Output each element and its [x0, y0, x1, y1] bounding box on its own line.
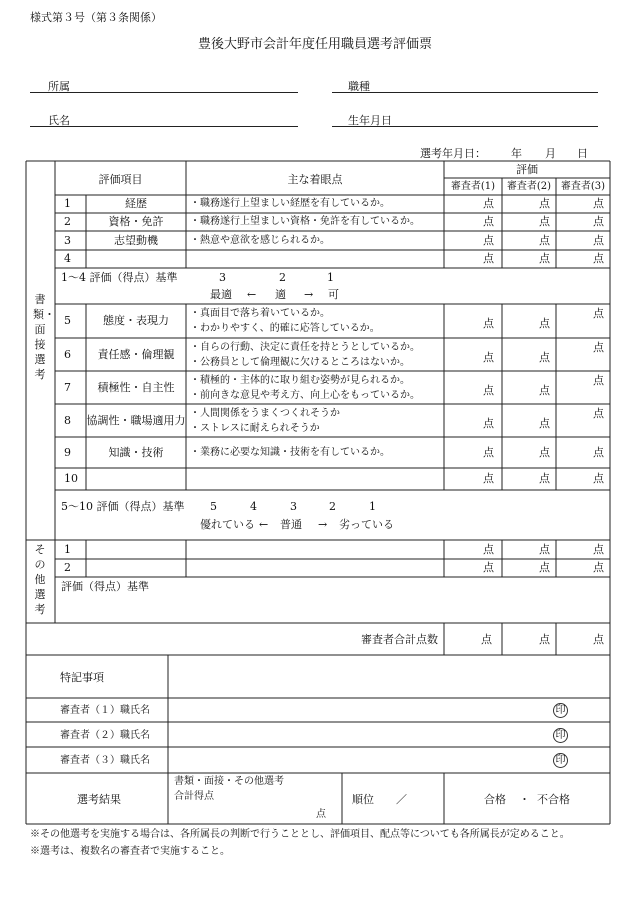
row-point: ・熱意や意欲を感じられるか。	[190, 235, 330, 246]
criteria1-level: 最適	[210, 288, 232, 301]
reviewer3-score-cell[interactable]: 点	[593, 234, 604, 247]
row-item: 協調性・職場適用力	[86, 414, 186, 427]
row-item: 志望動機	[114, 234, 158, 247]
reviewer3-score-cell[interactable]: 点	[593, 472, 604, 485]
fail-option[interactable]: 不合格	[537, 793, 570, 806]
row-number: 6	[64, 348, 71, 361]
reviewer1-name-label: 審査者（１）職氏名	[60, 705, 150, 716]
reviewer2-header: 審査者(2)	[506, 181, 552, 192]
row-point: ・前向きな意見や考え方、向上心をもっているか。	[190, 390, 420, 401]
criteria1-arrow: →	[304, 288, 314, 301]
row-number: 9	[64, 446, 71, 459]
reviewer1-score-cell[interactable]: 点	[483, 384, 494, 397]
reviewer3-score-cell[interactable]: 点	[593, 252, 604, 265]
page-title: 豊後大野市会計年度任用職員選考評価票	[197, 37, 432, 52]
pass-option[interactable]: 合格	[484, 793, 506, 806]
reviewer1-score-cell[interactable]: 点	[483, 234, 494, 247]
criteria1-arrow: ←	[247, 288, 257, 301]
row-item: 責任感・倫理観	[97, 348, 175, 361]
criteria2-score: 4	[250, 500, 257, 513]
reviewer1-score-cell[interactable]: 点	[483, 351, 494, 364]
name-label: 氏名	[48, 114, 70, 127]
reviewer2-score-cell[interactable]: 点	[539, 543, 550, 556]
row-number: 2	[64, 215, 71, 228]
pass-fail-separator: ・	[519, 793, 530, 806]
result-total-label: 合計得点	[174, 791, 214, 802]
reviewer1-score-cell[interactable]: 点	[483, 446, 494, 459]
reviewer3-header: 審査者(3)	[560, 181, 606, 192]
reviewer3-seal-icon: 印	[553, 753, 568, 768]
reviewer1-score-cell[interactable]: 点	[483, 215, 494, 228]
criteria3-label: 評価（得点）基準	[61, 580, 149, 593]
row-item: 態度・表現力	[103, 314, 169, 327]
result-subtitle: 書類・面接・その他選考	[174, 776, 284, 787]
rank-separator[interactable]: ／	[396, 793, 407, 806]
criteria1-level: 可	[328, 288, 339, 301]
reviewer2-seal-icon: 印	[553, 728, 568, 743]
reviewer1-score-cell[interactable]: 点	[483, 317, 494, 330]
note-line: ※その他選考を実施する場合は、各所属長の判断で行うこととし、評価項目、配点等についても各所属長が定めること。	[30, 829, 570, 840]
reviewer2-score-cell[interactable]: 点	[539, 351, 550, 364]
row-number: 3	[64, 234, 71, 247]
reviewer3-score-cell[interactable]: 点	[593, 446, 604, 459]
reviewer1-header: 審査者(1)	[450, 181, 496, 192]
reviewer3-name-field[interactable]	[169, 748, 539, 772]
row-point: ・人間関係をうまくつくれそうか	[190, 408, 340, 419]
row-number: 10	[64, 472, 78, 485]
total-label: 審査者合計点数	[361, 633, 438, 646]
reviewer2-score-cell[interactable]: 点	[539, 446, 550, 459]
reviewer2-score-cell[interactable]: 点	[539, 417, 550, 430]
reviewer3-score-cell[interactable]: 点	[593, 215, 604, 228]
result-total-unit[interactable]: 点	[316, 809, 326, 820]
row-item: 積極性・自主性	[97, 381, 175, 394]
criteria2-arrow: →	[318, 518, 328, 531]
reviewer3-score-cell[interactable]: 点	[593, 307, 604, 320]
row-item: 経歴	[125, 197, 147, 210]
reviewer1-seal-icon: 印	[553, 703, 568, 718]
reviewer2-score-cell[interactable]: 点	[539, 561, 550, 574]
row-number: 4	[64, 252, 71, 265]
reviewer3-score-cell[interactable]: 点	[593, 543, 604, 556]
remarks-field[interactable]	[169, 656, 609, 697]
row-point: ・業務に必要な知識・技術を有しているか。	[190, 447, 390, 458]
criteria1-label: 1〜4 評価（得点）基準	[61, 271, 178, 284]
remarks-label: 特記事項	[60, 671, 104, 684]
reviewer3-score-cell[interactable]: 点	[593, 341, 604, 354]
total-reviewer3-unit[interactable]: 点	[593, 633, 604, 646]
row-item: 知識・技術	[108, 446, 164, 459]
col-item-header: 評価項目	[98, 173, 143, 186]
row-number: 7	[64, 381, 71, 394]
result-label: 選考結果	[77, 793, 121, 806]
row-number: 1	[64, 197, 71, 210]
row-point: ・職務遂行上望ましい資格・免許を有しているか。	[190, 216, 420, 227]
criteria2-level: 優れている	[200, 518, 255, 531]
rank-label: 順位	[352, 793, 374, 806]
section-documents-interview-label: 書類・面接選考	[33, 293, 55, 381]
affiliation-label: 所属	[48, 80, 70, 93]
criteria2-score: 2	[329, 500, 336, 513]
row-point: ・積極的・主体的に取り組む姿勢が見られるか。	[190, 375, 410, 386]
reviewer1-name-field[interactable]	[169, 699, 539, 721]
reviewer2-score-cell[interactable]: 点	[539, 472, 550, 485]
criteria2-score: 3	[290, 500, 297, 513]
row-number: 5	[64, 314, 71, 327]
reviewer3-score-cell[interactable]: 点	[593, 374, 604, 387]
row-point: ・自らの行動、決定に責任を持とうとしているか。	[190, 342, 420, 353]
reviewer1-score-cell[interactable]: 点	[483, 417, 494, 430]
reviewer3-score-cell[interactable]: 点	[593, 197, 604, 210]
section-other-label: その他選考	[34, 543, 46, 616]
birth-date-label: 生年月日	[348, 114, 392, 127]
row-point: ・真面目で落ち着いているか。	[190, 308, 330, 319]
exam-month-label: 月	[545, 147, 556, 160]
reviewer2-score-cell[interactable]: 点	[539, 197, 550, 210]
note-line: ※選考は、複数名の審査者で実施すること。	[30, 846, 230, 857]
reviewer1-score-cell[interactable]: 点	[483, 252, 494, 265]
total-reviewer1-unit[interactable]: 点	[481, 633, 492, 646]
reviewer1-score-cell[interactable]: 点	[483, 561, 494, 574]
criteria2-arrow: ←	[259, 518, 269, 531]
position-label: 職種	[348, 80, 370, 93]
exam-year-label: 年	[511, 147, 522, 160]
reviewer2-score-cell[interactable]: 点	[539, 215, 550, 228]
row-number: 8	[64, 414, 71, 427]
col-points-header: 主な着眼点	[287, 173, 343, 186]
row-point: ・ストレスに耐えられそうか	[190, 423, 320, 434]
row-point: ・職務遂行上望ましい経歴を有しているか。	[190, 198, 390, 209]
reviewer1-score-cell[interactable]: 点	[483, 197, 494, 210]
row-number: 1	[64, 543, 71, 556]
form-number: 様式第３号（第３条関係）	[30, 11, 162, 24]
criteria1-level: 適	[275, 288, 286, 301]
total-reviewer2-unit[interactable]: 点	[539, 633, 550, 646]
criteria2-score: 5	[210, 500, 217, 513]
criteria2-level: 劣っている	[339, 518, 394, 531]
reviewer1-score-cell[interactable]: 点	[483, 543, 494, 556]
row-item: 資格・免許	[108, 215, 164, 228]
exam-date-label: 選考年月日：	[420, 147, 486, 160]
reviewer2-name-label: 審査者（２）職氏名	[60, 730, 150, 741]
criteria1-score: 3	[219, 271, 226, 284]
reviewer3-score-cell[interactable]: 点	[593, 407, 604, 420]
col-eval-header: 評価	[516, 163, 538, 176]
reviewer3-score-cell[interactable]: 点	[593, 561, 604, 574]
criteria2-score: 1	[369, 500, 376, 513]
row-point: ・わかりやすく、的確に応答しているか。	[190, 323, 380, 334]
reviewer2-score-cell[interactable]: 点	[539, 234, 550, 247]
criteria1-score: 1	[327, 271, 334, 284]
reviewer2-score-cell[interactable]: 点	[539, 252, 550, 265]
criteria2-label: 5〜10 評価（得点）基準	[61, 500, 185, 513]
row-number: 2	[64, 561, 71, 574]
reviewer3-name-label: 審査者（３）職氏名	[60, 755, 150, 766]
criteria1-score: 2	[279, 271, 286, 284]
reviewer2-score-cell[interactable]: 点	[539, 384, 550, 397]
row-point: ・公務員として倫理観に欠けるところはないか。	[190, 357, 410, 368]
reviewer2-name-field[interactable]	[169, 723, 539, 746]
reviewer2-score-cell[interactable]: 点	[539, 317, 550, 330]
exam-day-label: 日	[577, 147, 588, 160]
reviewer1-score-cell[interactable]: 点	[483, 472, 494, 485]
criteria2-level: 普通	[280, 518, 302, 531]
